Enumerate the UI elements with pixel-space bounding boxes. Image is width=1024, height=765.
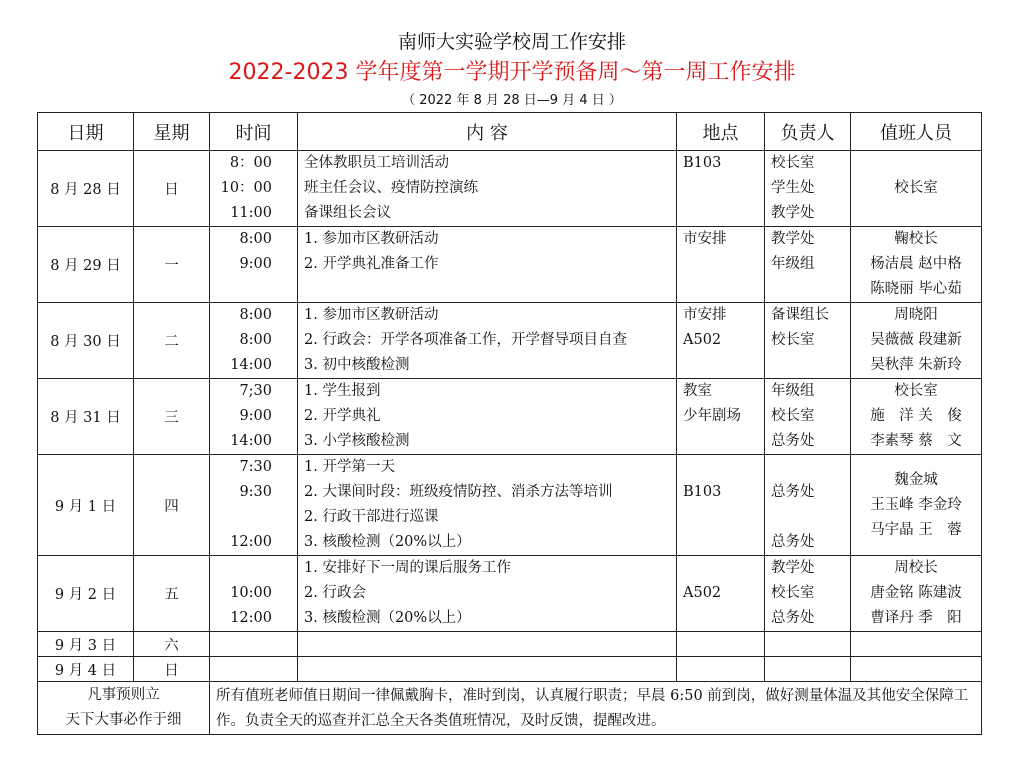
content-line: 班主任会议、疫情防控演练 [304, 180, 478, 196]
owner-line: 校长室 [771, 585, 815, 601]
table-row [38, 151, 982, 227]
time-line: 11:00 [230, 205, 272, 221]
time-cell [210, 556, 298, 632]
table-row [38, 455, 982, 556]
time-cell [210, 303, 298, 379]
date-cell: 8 月 29 日 [38, 227, 134, 303]
time-line: 14:00 [230, 433, 272, 449]
owner-line [765, 353, 850, 378]
col-header-weekday: 星期 [134, 113, 210, 151]
weekday-cell: 三 [134, 379, 210, 455]
time-line: 9:30 [239, 484, 272, 500]
place-line: A502 [683, 585, 722, 601]
duty-line: 唐金铭 陈建波 [870, 585, 962, 601]
duty-line: 周校长 [894, 560, 938, 576]
time-line: 10：00 [220, 180, 272, 196]
content-line: 2. 行政会 [304, 585, 366, 601]
duty-cell [851, 455, 982, 556]
duty-line: 魏金城 [894, 471, 938, 488]
duty-line: 王玉峰 李金玲 [870, 496, 962, 513]
place-line: 少年剧场 [683, 408, 741, 424]
owner-cell [765, 455, 851, 556]
date-cell: 8 月 28 日 [38, 151, 134, 227]
place-cell [677, 227, 765, 303]
weekday-cell: 日 [134, 151, 210, 227]
content-line: 1. 学生报到 [304, 383, 381, 399]
time-line: 12:00 [230, 610, 272, 626]
time-line: 9:00 [239, 408, 272, 424]
place-cell [677, 379, 765, 455]
owner-cell [765, 632, 851, 657]
schedule-title: 2022-2023 学年度第一学期开学预备周～第一周工作安排 [228, 60, 796, 85]
content-line: 备课组长会议 [304, 205, 391, 221]
time-line [210, 277, 297, 302]
owner-cell [765, 227, 851, 303]
owner-cell [765, 303, 851, 379]
owner-line: 校长室 [771, 332, 815, 348]
place-line: 教室 [683, 383, 712, 399]
date-cell: 9 月 2 日 [38, 556, 134, 632]
owner-cell [765, 556, 851, 632]
place-line: B103 [683, 155, 722, 171]
duty-cell [851, 632, 982, 657]
duty-cell [851, 556, 982, 632]
owner-line: 学生处 [771, 180, 815, 196]
owner-line: 总务处 [771, 484, 815, 500]
table-row [38, 657, 982, 682]
date-cell: 9 月 3 日 [38, 632, 134, 657]
owner-line: 总务处 [771, 610, 815, 626]
table-row [38, 303, 982, 379]
col-header-owner: 负责人 [765, 113, 851, 151]
content-line: 2. 大课间时段：班级疫情防控、消杀方法等培训 [304, 484, 613, 500]
content-line: 3. 核酸检测（20%以上） [304, 534, 471, 550]
content-line: 3. 核酸检测（20%以上） [304, 610, 471, 626]
place-cell [677, 303, 765, 379]
duty-line: 吴秋萍 朱新玲 [870, 357, 962, 373]
table-row [38, 556, 982, 632]
duty-line: 吴薇薇 段建新 [870, 332, 962, 348]
duty-note: 所有值班老师值日期间一律佩戴胸卡，准时到岗，认真履行职责；早晨 6:50 前到岗，做好测量体温及其他安全保障工作。负责全天的巡查并汇总全天各类值班情况，及时反馈，提醒改进。 [210, 682, 982, 735]
content-line: 3. 初中核酸检测 [304, 357, 410, 373]
duty-cell [851, 303, 982, 379]
date-cell: 9 月 1 日 [38, 455, 134, 556]
owner-line: 校长室 [771, 408, 815, 424]
owner-cell [765, 379, 851, 455]
school-title: 南师大实验学校周工作安排 [397, 31, 626, 53]
motto-cell [38, 682, 210, 735]
content-line: 1. 参加市区教研活动 [304, 231, 439, 247]
date-cell: 8 月 31 日 [38, 379, 134, 455]
owner-line [765, 277, 850, 302]
table-row [38, 227, 982, 303]
place-line [677, 606, 764, 631]
content-line [298, 277, 676, 302]
col-header-time: 时间 [210, 113, 298, 151]
owner-line: 年级组 [771, 256, 815, 272]
weekday-cell: 一 [134, 227, 210, 303]
duty-cell [851, 379, 982, 455]
time-line: 8:00 [239, 332, 272, 348]
content-line: 1. 参加市区教研活动 [304, 307, 439, 323]
content-cell [298, 632, 677, 657]
place-line [677, 530, 764, 555]
place-line [677, 277, 764, 302]
content-line: 2. 开学典礼 [304, 408, 381, 424]
place-line: 市安排 [683, 231, 727, 247]
place-line [677, 252, 764, 277]
place-line [677, 505, 764, 530]
owner-line: 教学处 [771, 205, 815, 221]
owner-line [765, 455, 850, 480]
content-cell [298, 455, 677, 556]
place-cell [677, 455, 765, 556]
owner-line: 教学处 [771, 231, 815, 247]
time-line: 9:00 [239, 256, 272, 272]
duty-line: 杨洁晨 赵中格 [870, 256, 962, 272]
content-line: 2. 行政干部进行巡课 [304, 509, 439, 525]
place-line: 市安排 [683, 307, 727, 323]
place-cell [677, 632, 765, 657]
owner-cell [765, 657, 851, 682]
place-line [677, 353, 764, 378]
content-line: 2. 开学典礼准备工作 [304, 256, 439, 272]
duty-line [851, 201, 981, 226]
footer-row [38, 682, 982, 735]
weekday-cell: 四 [134, 455, 210, 556]
time-cell [210, 632, 298, 657]
duty-line: 校长室 [894, 383, 938, 399]
place-line [677, 201, 764, 226]
time-line: 8:00 [239, 307, 272, 323]
content-line: 1. 开学第一天 [304, 459, 395, 475]
content-cell [298, 556, 677, 632]
time-line [210, 556, 297, 581]
duty-cell [851, 657, 982, 682]
content-line: 3. 小学核酸检测 [304, 433, 410, 449]
time-line: 8:00 [239, 231, 272, 247]
time-line [210, 505, 297, 530]
duty-line: 李素琴 蔡 文 [870, 433, 962, 449]
time-cell [210, 455, 298, 556]
content-cell [298, 303, 677, 379]
content-cell [298, 151, 677, 227]
owner-line: 年级组 [771, 383, 815, 399]
col-header-duty: 值班人员 [851, 113, 982, 151]
place-line [677, 429, 764, 454]
date-range: （ 2022 年 8 月 28 日—9 月 4 日 ） [402, 93, 622, 108]
time-line: 7;30 [239, 383, 272, 399]
owner-line: 备课组长 [771, 307, 829, 323]
duty-line [851, 151, 981, 176]
owner-line: 总务处 [771, 433, 815, 449]
place-cell [677, 657, 765, 682]
col-header-date: 日期 [38, 113, 134, 151]
duty-line: 周晓阳 [894, 307, 938, 323]
time-line: 14:00 [230, 357, 272, 373]
time-line: 12:00 [230, 534, 272, 550]
owner-line: 教学处 [771, 560, 815, 576]
duty-line: 鞠校长 [894, 231, 938, 247]
owner-line [765, 505, 850, 530]
place-line [677, 176, 764, 201]
time-line: 10:00 [230, 585, 272, 601]
duty-line: 施 洋 关 俊 [870, 408, 962, 424]
content-line: 2. 行政会：开学各项准备工作，开学督导项目自查 [304, 332, 627, 348]
place-line: B103 [683, 484, 722, 500]
table-row [38, 632, 982, 657]
duty-line: 曹译丹 季 阳 [870, 610, 962, 626]
header-row [38, 113, 982, 151]
duty-cell [851, 151, 982, 227]
duty-cell [851, 227, 982, 303]
place-line [677, 556, 764, 581]
motto-line: 凡事预则立 [87, 687, 160, 703]
weekday-cell: 二 [134, 303, 210, 379]
duty-line: 陈晓丽 毕心茹 [870, 281, 962, 297]
weekday-cell: 日 [134, 657, 210, 682]
content-line: 1. 安排好下一周的课后服务工作 [304, 560, 511, 576]
owner-line: 总务处 [771, 534, 815, 550]
time-cell [210, 151, 298, 227]
place-line: A502 [683, 332, 722, 348]
col-header-place: 地点 [677, 113, 765, 151]
date-cell: 9 月 4 日 [38, 657, 134, 682]
place-line [677, 455, 764, 480]
col-header-content: 内 容 [298, 113, 677, 151]
table-row [38, 379, 982, 455]
time-cell [210, 379, 298, 455]
schedule-table [37, 112, 982, 735]
content-line: 全体教职员工培训活动 [304, 155, 449, 171]
duty-line: 校长室 [894, 180, 938, 196]
owner-line: 校长室 [771, 155, 815, 171]
time-line: 7:30 [239, 459, 272, 475]
weekday-cell: 五 [134, 556, 210, 632]
duty-line: 马宇晶 王 蓉 [870, 521, 962, 538]
date-cell: 8 月 30 日 [38, 303, 134, 379]
place-cell [677, 151, 765, 227]
content-cell [298, 657, 677, 682]
time-line: 8：00 [229, 155, 272, 171]
content-cell [298, 379, 677, 455]
time-cell [210, 657, 298, 682]
motto-line: 天下大事必作于细 [65, 712, 182, 728]
place-cell [677, 556, 765, 632]
time-cell [210, 227, 298, 303]
content-cell [298, 227, 677, 303]
owner-cell [765, 151, 851, 227]
weekday-cell: 六 [134, 632, 210, 657]
